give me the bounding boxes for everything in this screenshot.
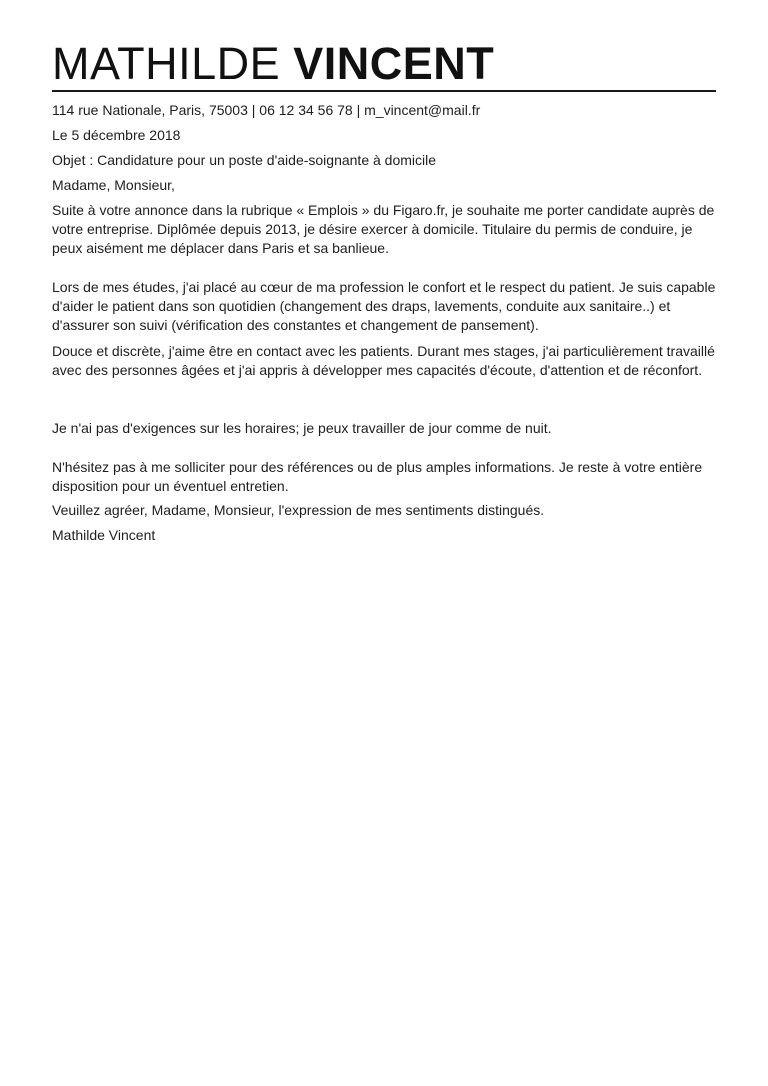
letter-signature: Mathilde Vincent	[52, 527, 156, 543]
letter-subject: Objet : Candidature pour un poste d'aide-soignante à domicile	[52, 152, 437, 168]
sender-name	[52, 38, 494, 90]
body-paragraph: Suite à votre annonce dans la rubrique « Emplois » du Figaro.fr, je souhaite me porter candidate auprès de votre entreprise. Diplômée depuis 2013, je désire exercer à domicile. Titulaire du permis de conduire, je peux aisément me déplacer dans Paris et sa banlieue.	[52, 202, 715, 257]
body-paragraph: N'hésitez pas à me solliciter pour des références ou de plus amples informations. Je reste à votre entière disposition pour un éventuel entretien.	[52, 459, 703, 495]
sender-first-name: MATHILDE	[52, 38, 281, 89]
body-paragraph: Je n'ai pas d'exigences sur les horaires; je peux travailler de jour comme de nuit.	[52, 420, 552, 436]
sender-last-name: VINCENT	[293, 38, 495, 89]
contact-line: 114 rue Nationale, Paris, 75003 | 06 12 34 56 78 | m_vincent@mail.fr	[52, 102, 481, 118]
body-paragraph: Douce et discrète, j'aime être en contact avec les patients. Durant mes stages, j'ai particulièrement travaillé avec des personnes âgées et j'ai appris à développer mes capacités d'écoute, d'attention et de réconfort.	[52, 343, 715, 379]
letter-date: Le 5 décembre 2018	[52, 127, 181, 143]
letter-salutation: Madame, Monsieur,	[52, 177, 175, 193]
letter-closing: Veuillez agréer, Madame, Monsieur, l'expression de mes sentiments distingués.	[52, 502, 545, 518]
header-divider	[52, 90, 716, 92]
body-paragraph: Lors de mes études, j'ai placé au cœur de ma profession le confort et le respect du patient. Je suis capable d'aider le patient dans son quotidien (changement des draps, lavements, conduite aux sanitaire..) et d'assurer son suivi (vérification des constantes et changement de pansement).	[52, 279, 716, 334]
